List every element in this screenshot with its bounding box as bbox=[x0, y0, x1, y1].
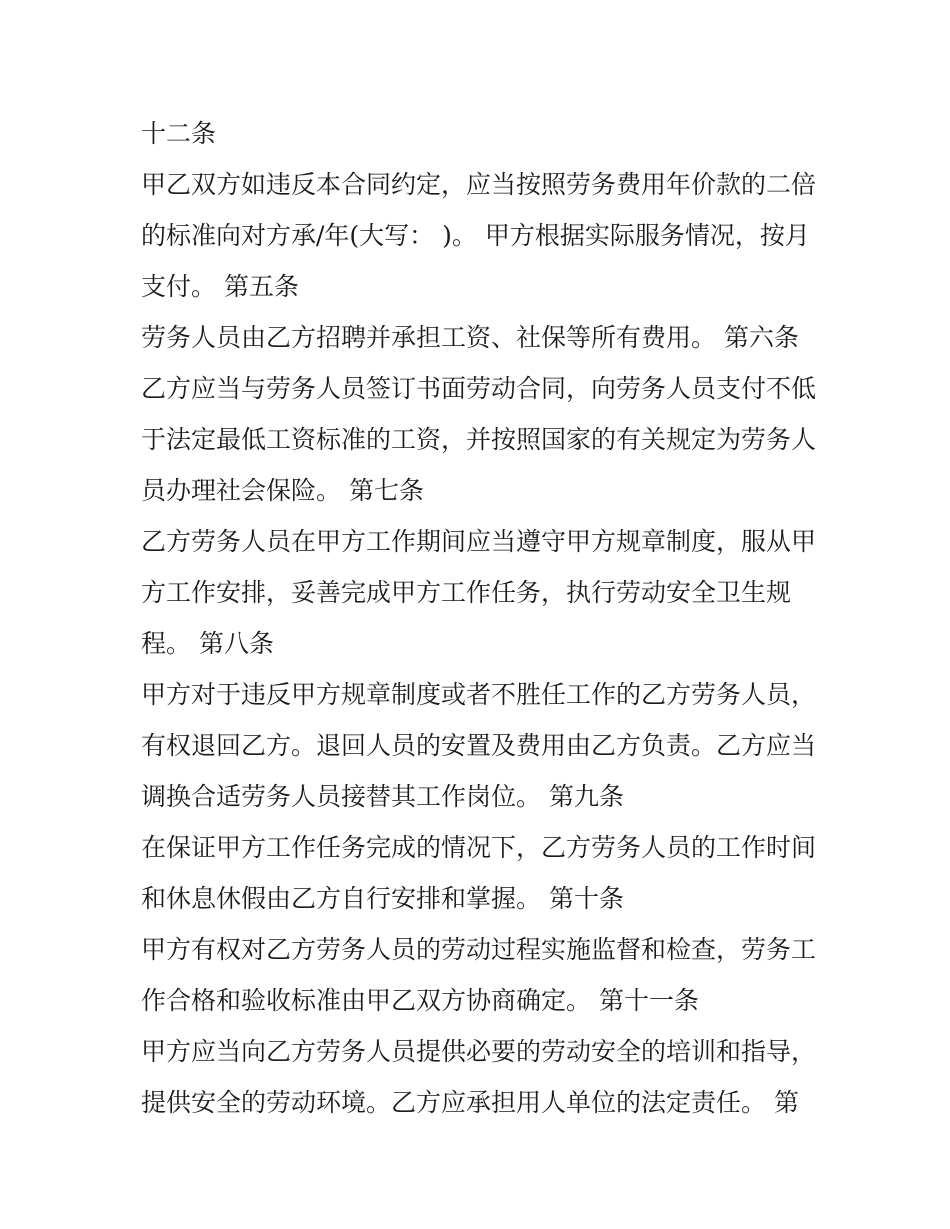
text-line: 和休息休假由乙方自行安排和掌握。 第十条 bbox=[141, 884, 624, 913]
text-line: 十二条 bbox=[141, 119, 217, 148]
text-line: 甲乙双方如违反本合同约定，应当按照劳务费用年价款的二倍 bbox=[141, 170, 817, 199]
text-line: 甲方有权对乙方劳务人员的劳动过程实施监督和检查，劳务工 bbox=[141, 935, 817, 964]
text-line: 作合格和验收标准由甲乙双方协商确定。 第十一条 bbox=[141, 986, 699, 1015]
contract-text bbox=[141, 108, 821, 1128]
text-line: 甲方对于违反甲方规章制度或者不胜任工作的乙方劳务人员， bbox=[141, 680, 817, 709]
text-line: 在保证甲方工作任务完成的情况下，乙方劳务人员的工作时间 bbox=[141, 833, 817, 862]
text-line: 于法定最低工资标准的工资，并按照国家的有关规定为劳务人 bbox=[141, 425, 817, 454]
text-line: 员办理社会保险。 第七条 bbox=[141, 476, 424, 505]
text-line: 提供安全的劳动环境。乙方应承担用人单位的法定责任。 第 bbox=[141, 1088, 799, 1117]
text-line: 的标准向对方承/年(大写： )。 甲方根据实际服务情况，按月 bbox=[141, 221, 810, 250]
text-line: 方工作安排，妥善完成甲方工作任务，执行劳动安全卫生规 bbox=[141, 578, 792, 607]
text-line: 乙方劳务人员在甲方工作期间应当遵守甲方规章制度，服从甲 bbox=[141, 527, 817, 556]
text-line: 程。 第八条 bbox=[141, 629, 274, 658]
text-line: 劳务人员由乙方招聘并承担工资、社保等所有费用。 第六条 bbox=[141, 323, 799, 352]
text-line: 乙方应当与劳务人员签订书面劳动合同，向劳务人员支付不低 bbox=[141, 374, 817, 403]
text-line: 有权退回乙方。退回人员的安置及费用由乙方负责。乙方应当 bbox=[141, 731, 817, 760]
text-line: 甲方应当向乙方劳务人员提供必要的劳动安全的培训和指导， bbox=[141, 1037, 817, 1066]
text-line: 调换合适劳务人员接替其工作岗位。 第九条 bbox=[141, 782, 624, 811]
text-line: 支付。 第五条 bbox=[141, 272, 299, 301]
